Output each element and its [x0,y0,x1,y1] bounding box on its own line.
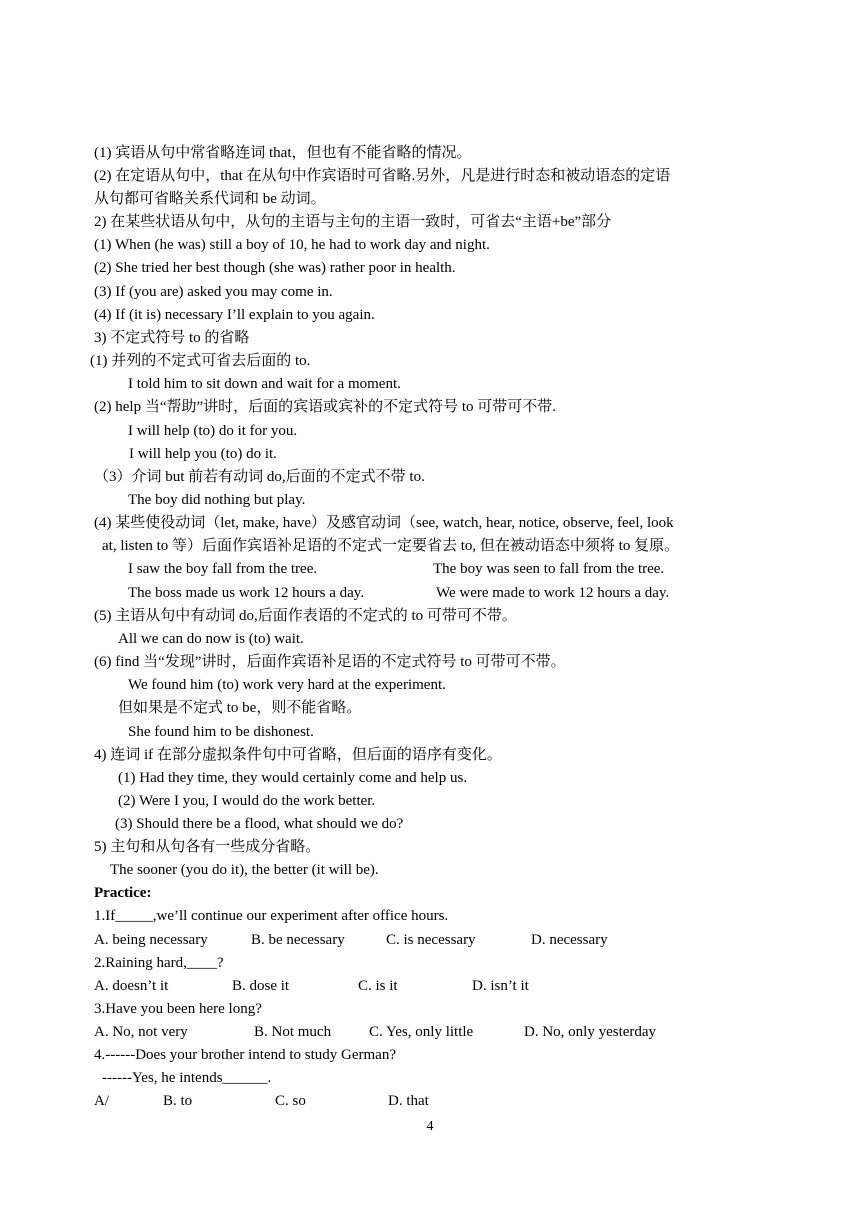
text-line: 3) 不定式符号 to 的省略 [94,330,250,346]
text-line: We found him (to) work very hard at the experiment. [128,677,446,693]
option-b: B. Not much [254,1024,332,1040]
text-line: (6) find 当“发现”讲时，后面作宾语补足语的不定式符号 to 可带可不带。 [94,654,566,670]
text-line: I will help (to) do it for you. [128,423,298,439]
text-line: All we can do now is (to) wait. [118,631,304,647]
option-d: D. necessary [531,932,608,948]
text-line: (3) Should there be a flood, what should we do? [115,816,404,832]
option-d: D. No, only yesterday [524,1024,657,1040]
option-a: A. doesn’t it [94,978,169,994]
text-line: (1) 宾语从句中常省略连词 that，但也有不能省略的情况。 [94,145,472,161]
text-line: (3) If (you are) asked you may come in. [94,284,333,300]
text-line: I told him to sit down and wait for a moment. [128,376,401,392]
question-2: 2.Raining hard,____? [94,955,224,971]
text-line: (4) 某些使役动词（let, make, have）及感官动词（see, watch, hear, notice, observe, feel, look [94,515,674,531]
option-b: B. be necessary [251,932,345,948]
text-line: (2) help 当“帮助”讲时，后面的宾语或宾补的不定式符号 to 可带可不带. [94,399,557,415]
question-4: 4.------Does your brother intend to study German? [94,1047,396,1063]
option-a: A. being necessary [94,932,208,948]
text-line: (1) 并列的不定式可省去后面的 to. [90,353,311,369]
text-line: 2) 在某些状语从句中，从句的主语与主句的主语一致时，可省去“主语+be”部分 [94,214,612,230]
text-line: (2) Were I you, I would do the work better. [118,793,376,809]
text-line: The sooner (you do it), the better (it will be). [110,862,379,878]
text-line: We were made to work 12 hours a day. [436,585,670,601]
option-a: A/ [94,1093,109,1109]
question-1: 1.If_____,we’ll continue our experiment after office hours. [94,908,449,924]
answer-line: ------Yes, he intends______. [102,1070,272,1086]
text-line: I will help you (to) do it. [129,446,277,462]
text-line: The boy did nothing but play. [128,492,306,508]
option-c: C. is it [358,978,398,994]
text-line: （3）介词 but 前若有动词 do,后面的不定式不带 to. [94,469,425,485]
option-c: C. so [275,1093,306,1109]
option-b: B. to [163,1093,193,1109]
practice-heading: Practice: [94,885,152,901]
text-line: (2) 在定语从句中，that 在从句中作宾语时可省略.另外，凡是进行时态和被动语态的定语 [94,168,671,184]
text-line: 5) 主句和从句各有一些成分省略。 [94,839,321,855]
text-line: 从句都可省略关系代词和 be 动词。 [94,191,326,207]
question-3: 3.Have you been here long? [94,1001,262,1017]
text-line: (1) When (he was) still a boy of 10, he had to work day and night. [94,237,490,253]
option-b: B. dose it [232,978,290,994]
option-a: A. No, not very [94,1024,188,1040]
option-c: C. Yes, only little [369,1024,474,1040]
text-line: (2) She tried her best though (she was) rather poor in health. [94,260,456,276]
option-d: D. isn’t it [472,978,529,994]
text-line: 但如果是不定式 to be，则不能省略。 [118,700,362,716]
text-line: The boy was seen to fall from the tree. [433,561,665,577]
text-line: at, listen to 等）后面作宾语补足语的不定式一定要省去 to, 但在被动语态中须将 to 复原。 [102,538,680,554]
text-line: (5) 主语从句中有动词 do,后面作表语的不定式的 to 可带可不带。 [94,608,517,624]
text-line: 4) 连词 if 在部分虚拟条件句中可省略，但后面的语序有变化。 [94,747,502,763]
option-d: D. that [388,1093,429,1109]
text-line: (1) Had they time, they would certainly come and help us. [118,770,468,786]
text-line: I saw the boy fall from the tree. [128,561,318,577]
text-line: (4) If (it is) necessary I’ll explain to you again. [94,307,375,323]
option-c: C. is necessary [386,932,476,948]
page-number: 4 [426,1119,434,1134]
text-line: She found him to be dishonest. [128,724,314,740]
text-line: The boss made us work 12 hours a day. [128,585,365,601]
